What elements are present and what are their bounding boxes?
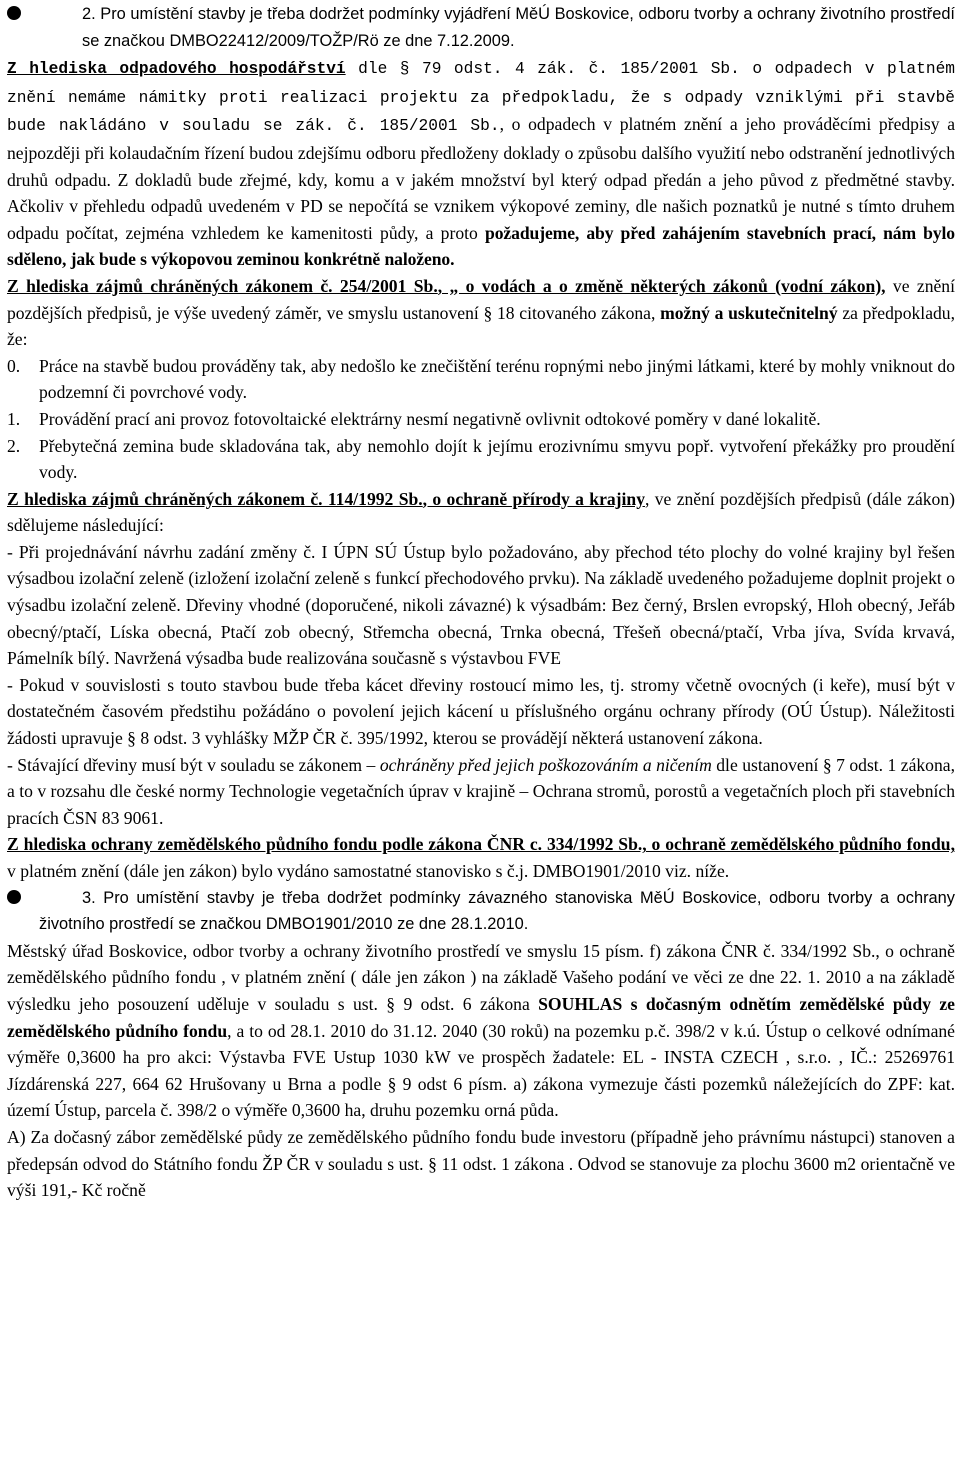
waste-text-1: o odpadech v platném znění nemáme námitky proti realizaci projektu za předpokladu, že s odpady vzniklými při stavbě bude nakládáno v souladu se zák. č. 185/2001 Sb.	[7, 60, 955, 136]
nature-paragraph	[7, 539, 955, 672]
nature-text-p3b: dle ustanovení § 7 odst. 1 zákona, a to v rozsahu dle české normy Technologie vegetačních úprav v krajině – Ochrana stromů, porostů a vegetačních ploch při stavebních pracích ČSN 83 9061.	[7, 754, 955, 828]
water-condition-text: Práce na stavbě budou prováděny tak, aby nedošlo ke znečištění terénu ropnými nebo jinými látkami, které by mohly vniknout do podzemní či povrchové vody.	[39, 355, 955, 403]
water-heading: Z hlediska zájmů chráněných zákonem č. 254/2001 Sb.	[7, 275, 438, 296]
soil-heading: Z hlediska ochrany zemědělského půdního fondu podle zákona ČNR c. 334/1992 Sb., o ochraně zemědělského půdního fondu,	[7, 834, 955, 855]
water-condition	[7, 353, 955, 406]
item-3-paragraph	[7, 885, 955, 938]
nature-paragraph	[7, 752, 955, 832]
item-2-paragraph	[7, 1, 955, 54]
water-law: , „ o vodách a o změně některých zákonů (vodní zákon),	[437, 275, 886, 296]
waste-heading: Z hlediska odpadového hospodářství	[7, 60, 346, 79]
waste-requirement: požadujeme, aby před zahájením stavebních prací, nám bylo sděleno, jak bude s výkopovou zeminou konkrétně naloženo.	[7, 222, 955, 270]
water-paragraph	[7, 273, 955, 353]
bullet-icon	[7, 6, 21, 20]
item-2-text: 2. Pro umístění stavby je třeba dodržet podmínky vyjádření MěÚ Boskovice, odboru tvorby a ochrany životního prostředí se značkou DMBO22412/2009/TOŽP/Rö ze dne 7.12.2009.	[82, 5, 955, 50]
waste-text-2: , o odpadech v platném znění a jeho prováděcími předpisy a nejpozději při kolaudačním řízení budou zdejšímu odboru předloženy doklady o způsobu dalšího využití nebo odstranění jednotlivých druhů odpadu. Z dokladů bude zřejmé, kdy, komu a v jakém množství byl který odpad předán a jeho původ z předmětné stavby.	[7, 114, 956, 190]
office-text-1: Městský úřad Boskovice, odbor tvorby a ochrany životního prostředí ve smyslu 15 písm. f) zákona ČNR č. 334/1992 Sb., o ochraně zemědělského půdního fondu , v platném znění ( dále jen zákon ) na základě Vašeho podání ve věci ze dne 22. 1. 2010 a na základě výsledku jeho posouzení uděluje v souladu s ust. § 9 odst. 6 zákona	[7, 940, 955, 1014]
office-text-2: , a to od 28.1. 2010 do 31.12. 2040 (30 roků) na pozemku p.č. 398/2 v k.ú. Ústup o celkové odnímané výměře 0,3600 ha pro akci: Výstavba FVE Ustup 1030 kW ve prospěch žadatele: EL - INSTA CZECH , s.r.o. , IČ.: 25269761 Jízdárenská 227, 664 62 Hrušovany u Brna a podle § 9 odst 6 písm. a) zákona vymezuje části pozemků náležejících do ZPF: kat. území Ústup, parcela č. 398/2 o výměře 0,3600 ha, druhu pozemku orná půda.	[7, 1020, 955, 1121]
water-condition	[7, 406, 955, 433]
water-verdict: možný a uskutečnitelný	[660, 302, 838, 323]
item-3-text: 3. Pro umístění stavby je třeba dodržet podmínky závazného stanoviska MěÚ Boskovice, odboru tvorby a ochrany životního prostředí se značkou DMBO1901/2010 ze dne 28.1.2010.	[39, 888, 955, 934]
nature-text-p3i: ochráněny před jejich poškozováním a ničením	[379, 754, 712, 775]
nature-law: , o ochraně přírody a krajiny	[422, 488, 646, 509]
soil-paragraph	[7, 831, 955, 884]
water-text-1: ve znění pozdějších předpisů, je výše uvedený záměr, ve smyslu ustanovení § 18 citovaného zákona,	[7, 275, 955, 323]
water-text-2: za předpokladu, že:	[7, 302, 955, 350]
water-condition	[7, 433, 955, 486]
nature-paragraph	[7, 486, 955, 539]
office-paragraph	[7, 938, 955, 1124]
office-consent: SOUHLAS s dočasným odnětím zemědělské půdy ze zemědělského půdního fondu	[7, 993, 955, 1041]
document-page	[7, 1, 955, 1204]
nature-paragraph	[7, 672, 955, 752]
nature-text-p3a: - Stávající dřeviny musí být v souladu se zákonem –	[7, 754, 380, 775]
water-condition-number: 0.	[7, 355, 21, 376]
nature-text-p1: - Při projednávání návrhu zadání změny č. I ÚPN SÚ Ústup bylo požadováno, aby přechod této plochy do volné krajiny byl řešen výsadbou izolační zeleně (izložení izolační zeleně s funkcí přechodového prvku). Na základě uvedeného požadujeme doplnit projekt o výsadbu izolační zeleně. Dřeviny vhodné (doporučené, nikoli závazné) k výsadbám: Bez černý, Brslen evropský, Hloh obecný, Jeřáb obecný/ptačí, Líska obecná, Ptačí zob obecný, Střemcha obecná, Trnka obecná, Třešeň obecná/ptačí, Vrba jíva, Svída krvavá, Pámelník bílý. Navržená výsadba bude realizována současně s výstavbou FVE	[7, 541, 955, 669]
nature-text-p2: - Pokud v souvislosti s touto stavbou bude třeba kácet dřeviny rostoucí mimo les, tj. stromy včetně ovocných (i keře), musí být v dostatečném časovém předstihu požádáno o povolení jejich kácení u příslušného orgánu ochrany přírody (OÚ Ústup). Náležitosti žádosti upravuje § 8 odst. 3 vyhlášky MŽP ČR č. 395/1992, kterou se provádějí některá ustanovení zákona.	[7, 674, 955, 749]
waste-paragraph	[7, 54, 955, 273]
water-condition-text: Přebytečná zemina bude skladována tak, aby nemohlo dojít k jejímu erozivnímu smyvu popř. vytvoření překážky pro proudění vody.	[39, 435, 955, 483]
bullet-icon	[7, 890, 21, 904]
waste-ref: dle § 79 odst. 4 zák. č. 185/2001 Sb.	[345, 60, 740, 79]
section-a-text: A) Za dočasný zábor zemědělské půdy ze zemědělského půdního fondu bude investoru (případně jeho právnímu nástupci) stanoven a předepsán odvod do Státního fondu ŽP ČR v souladu s ust. § 11 odst. 1 zákona . Odvod se stanovuje za plochu 3600 m2 orientačně ve výši 191,- Kč ročně	[7, 1126, 955, 1201]
nature-heading: Z hlediska zájmů chráněných zákonem č. 114/1992 Sb.	[7, 488, 423, 509]
water-condition-text: Provádění prací ani provoz fotovoltaické elektrárny nesmí negativně ovlivnit odtokové poměry v dané lokalitě.	[39, 408, 821, 429]
water-condition-number: 2.	[7, 435, 21, 456]
soil-text: v platném znění (dále jen zákon) bylo vydáno samostatné stanovisko s č.j. DMBO1901/2010 viz. níže.	[7, 861, 730, 881]
section-a-paragraph	[7, 1124, 955, 1204]
nature-text-1: , ve znění pozdějších předpisů (dále zákon) sdělujeme následující:	[7, 488, 955, 536]
waste-text-3: Ačkoliv v přehledu odpadů uvedeném v PD se nepočítá se vznikem výkopové zeminy, dle našich poznatků je nutné s tímto druhem odpadu počítat, zejména vzhledem ke kamenitosti půdy, a proto	[7, 196, 955, 243]
water-condition-number: 1.	[7, 408, 21, 429]
